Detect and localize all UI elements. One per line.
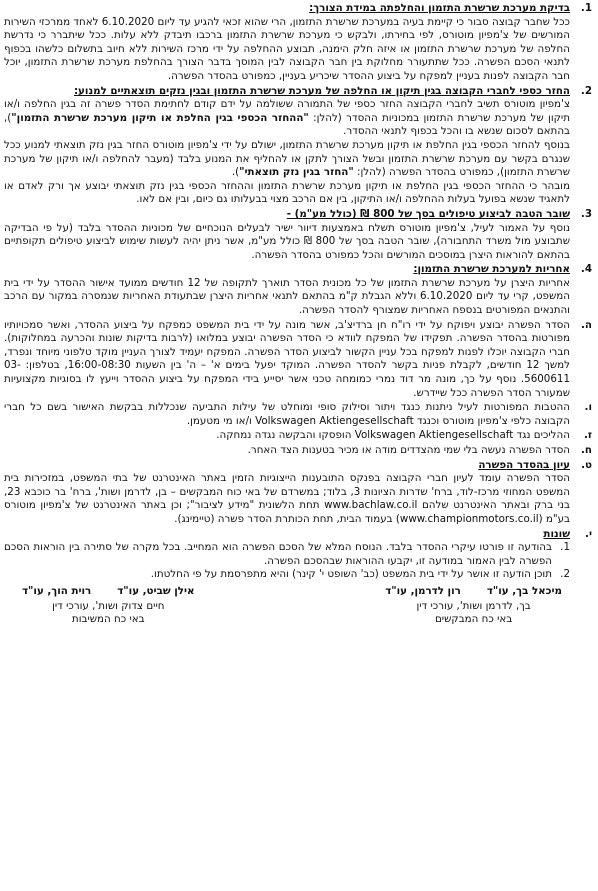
section-heading: שונות	[543, 527, 570, 540]
attorney-name: אילן שביט, עו"ד	[117, 584, 195, 597]
notice-page	[4, 2, 592, 627]
item-text: בהודעה זו פורטו עיקרי ההסדר בלבד. הנוסח המלא של הסכם הפשרה הוא המחייב. בכל מקרה של סתירה בין הוראות הסכם הפשרה לבין האמור במודעה זו, יקבעו ההוראות שבהסכם הפשרה.	[4, 541, 552, 567]
section-heading: החזר כספי לחברי הקבוצה בגין תיקון או החלפה של מערכת שרשרת התזמון ובגין נזקים תוצאתיים למנוע:	[73, 84, 570, 97]
defined-term: "החזר בגין נזק תוצאתי"	[239, 166, 354, 179]
section-paragraph	[4, 98, 570, 139]
section-number: ט.	[581, 458, 592, 471]
section-number: ה.	[581, 318, 592, 331]
section-5	[4, 319, 592, 401]
section-body: ההליכים נגד Volkswagen Aktiengesellschaft הופסקו והבקשה נגדה נמחקה.	[216, 429, 570, 442]
counsel-role: באי כח המבקשים	[434, 613, 513, 626]
section-heading: עיון בהסדר הפשרה	[478, 458, 570, 471]
section-body: ככל שחבר קבוצה סבור כי קיימת בעיה במערכת שרשרת התזמון, הרי שהוא זכאי להגיע עד ליום 6.10.2020 לאחד ממרכזי השירות המורשים של צ'מפיון מוטורס, לפי בחירתו, ולבקש כי מערכת שרשרת התזמון ברכבו תיבדק ללא עלות. ככל שיתברר כי נדרשת החלפה של מערכת שרשרת התזמון או איזה חלק הימנה, תבוצע ההחלפה על ידי מרכז השירות ללא חיוב בתשלום כלשהו בכפוף לתנאי הסכם הפשרה. ככל שתתעורר מחלוקת בין חבר הקבוצה לבין המוסך בדבר הצורך בהחלפת מערכת שרשרת התזמון, יוכל חבר הקבוצה לפנות בעניין למפקח על ביצוע ההסדר שיכריע בעניין, כמפורט בהסדר הפשרה.	[4, 15, 570, 82]
section-8	[4, 444, 592, 458]
section-number: ו.	[584, 401, 592, 414]
section-heading: בדיקת מערכת שרשרת התזמון והחלפתה במידת הצורך:	[309, 2, 570, 14]
attorney-name: מיכאל בך, עו"ד	[486, 584, 562, 597]
section-number: 4.	[580, 263, 592, 276]
section-body: הסדר הפשרה נעשה בלי שמי מהצדדים מודה או מכיר בטענות הצד האחר.	[247, 444, 570, 456]
section-number: ח.	[581, 444, 592, 456]
paragraph-text: בנוסף להחזר הכספי בגין החלפת או תיקון מערכת שרשרת התזמון, ישולם על ידי צ'מפיון מוטורס החזר בגין נזק תוצאתי למנוע ככל שנגרם בקשר עם מערכת שרשרת התזמון ובשל הצורך לתקן או להחליף את המנוע בלבד (מעבר להחלפה ו/או תיקון של מערכת שרשרת התזמון), כמפורט בהסדר הפשרה (להלן:	[4, 138, 570, 179]
attorney-names	[22, 585, 195, 599]
section-number: 1.	[580, 2, 592, 14]
section-6	[4, 401, 592, 428]
section-9	[4, 459, 592, 527]
section-7	[4, 429, 592, 443]
item-number: 2.	[560, 568, 570, 581]
section-number: ז.	[583, 429, 592, 442]
section-10	[4, 528, 592, 582]
section-body: הסדר הפשרה יבוצע ויפוקח על ידי רו"ח חן ברדיצ'ב, אשר מונה על ידי בית המשפט כמפקח על ביצוע ההסדר, ואשר סמכויותיו מפורטות בהסדר הפשרה. תפקידו של המפקח לוודא כי הסדר הפשרה יבוצע במלואו (לרבות בדיקות שונות והכרעה במחלוקות). חברי הקבוצה יוכלו לפנות למפקח בכל עניין הקשור לביצוע הסדר הפשרה. המפקח יעמיד לצורך העניין מוקד טלפוני מיוחד ונפרד, למשך 12 חודשים, לקבלת פניות בקשר להסדר הפשרה. המוקד יפעל בימים א' – ה' בין השעות 16:00-08:30, בטלפון: 03-5600611. נוסף על כך, מונה מר דוד נמרי כמומחה טכני אשר יסייע בידי המפקח על ביצוע ההסדר וייעץ לו בסוגיות מקצועיות שמעורר הסדר הפשרה ככל שיידרש.	[4, 318, 570, 399]
section-paragraph	[4, 139, 570, 180]
section-paragraph: מובהר כי ההחזר הכספי בגין החלפת או תיקון מערכת שרשרת התזמון וההחזר הכספי בגין נזק תוצאתי יבוצע אך ורק לאדם או לתאגיד שנשא בפועל בעלות ההחלפה ו/או התיקון, בין אם הרכב מצוי בבעלותו גם כיום, ובין אם לאו.	[4, 179, 570, 206]
item-number: 1.	[560, 541, 570, 554]
plaintiffs-signature	[385, 585, 562, 627]
defined-term: "ההחזר הכספי בגין החלפת או תיקון מערכת שרשרת התזמון"	[11, 111, 309, 124]
item-text: תוכן הודעה זו אושר על ידי בית המשפט (כב' השופט י' קינר) והיא מתפרסמת על פי החלטתו.	[150, 568, 552, 581]
signature-block	[4, 585, 592, 627]
section-4	[4, 263, 592, 317]
section-heading: שובר הטבה לביצוע טיפולים בסך של 800 ₪ (כולל מע"מ) -	[286, 207, 570, 220]
paragraph-text: צ'מפיון מוטורס תשיב לחברי הקבוצה החזר כספי של התמורה ששולמה על ידם קודם לחתימת הסדר פשרה זה בגין החלפה ו/או תיקון של מערכת שרשרת התזמון במכוניות ההסדר (להלן:	[4, 98, 570, 124]
section-1	[4, 2, 592, 84]
section-body: ההטבות המפורטות לעיל ניתנות כנגד ויתור וסילוק סופי ומוחלט של עילות התביעה שנכללות בבקשת האישור בשם כל חברי הקבוצה כלפי צ'מפיון מוטורס וכנגד Volkswagen Aktiengesellschaft ו/או מי מטעמן.	[4, 401, 570, 427]
law-firm: בך, לדרמן ושות', עורכי דין	[416, 599, 531, 612]
list-item	[4, 568, 570, 582]
law-firm: חיים צדוק ושות', עורכי דין	[52, 599, 165, 612]
list-item	[4, 541, 570, 568]
defendants-signature	[22, 585, 195, 627]
attorney-name: רון לדרמן, עו"ד	[385, 584, 461, 597]
section-heading: אחריות למערכת שרשרת התזמון:	[413, 263, 570, 276]
section-body: אחריות היצרן על מערכת שרשרת התזמון של כל מכונית הסדר תוארך לתקופה של 12 חודשים ממועד אישור ההסדר על ידי בית המשפט, קרי עד ליום 6.10.2020 וללא הגבלת ק"מ בהתאם לתנאי אחריות היצרן שבתעודת האחריות שנמסרה במקור עם הרכב והתנאים המפורטים בנספח האחריות שמצורף להסדר הפשרה.	[4, 276, 570, 317]
section-2	[4, 85, 592, 207]
section-number: י.	[585, 527, 592, 540]
paragraph-text: ).	[231, 166, 240, 179]
attorney-name: רוית הוך, עו"ד	[22, 584, 92, 597]
attorney-names	[385, 585, 562, 599]
section-3	[4, 208, 592, 262]
section-body: נוסף על האמור לעיל, צ'מפיון מוטורס תשלח באמצעות דיוור ישיר לבעלים הנוכחיים של מכוניות ההסדר בלבד (על פי הבדיקה שתבוצע מול משרד התחבורה), שובר הטבה בסך של 800 ₪ כולל מע"מ, אשר ניתן יהיה לעשות שימוש לביצוע טיפולים תקופתיים בהתאם להוראות היצרן במוסכים המורשים והכל כמפורט בהסדר הפשרה.	[4, 221, 570, 261]
section-number: 3.	[580, 207, 592, 220]
counsel-role: באי כח המשיבות	[71, 613, 145, 626]
section-body: הסדר הפשרה עומד לעיון חברי הקבוצה בפנקס התובענות הייצוגיות הזמין באתר האינטרנט של בתי המשפט, במזכירות בית המשפט המחוזי מרכז-לוד, ברח' שדרות הציונות 3, בלוד; במשרדם של באי כוח המבקשים – בן, לדרמן ושות', ברח' בר כוכבא 23, בני ברק ובאתר האינטרנט שלהם www.bachlaw.co.il תחת הלשונית "מידע לציבור"; וכן באתר האינטרנט של צ'מפיון מוטורס בע"מ (www.championmotors.co.il) בעמוד הבית, תחת הכותרת הסדר פשרה (טיימינג).	[4, 472, 571, 525]
paragraph-text: ), בהתאם לסכום שנשא בו והכל בכפוף לתנאי ההסדר.	[4, 111, 570, 138]
section-number: 2.	[580, 84, 592, 97]
